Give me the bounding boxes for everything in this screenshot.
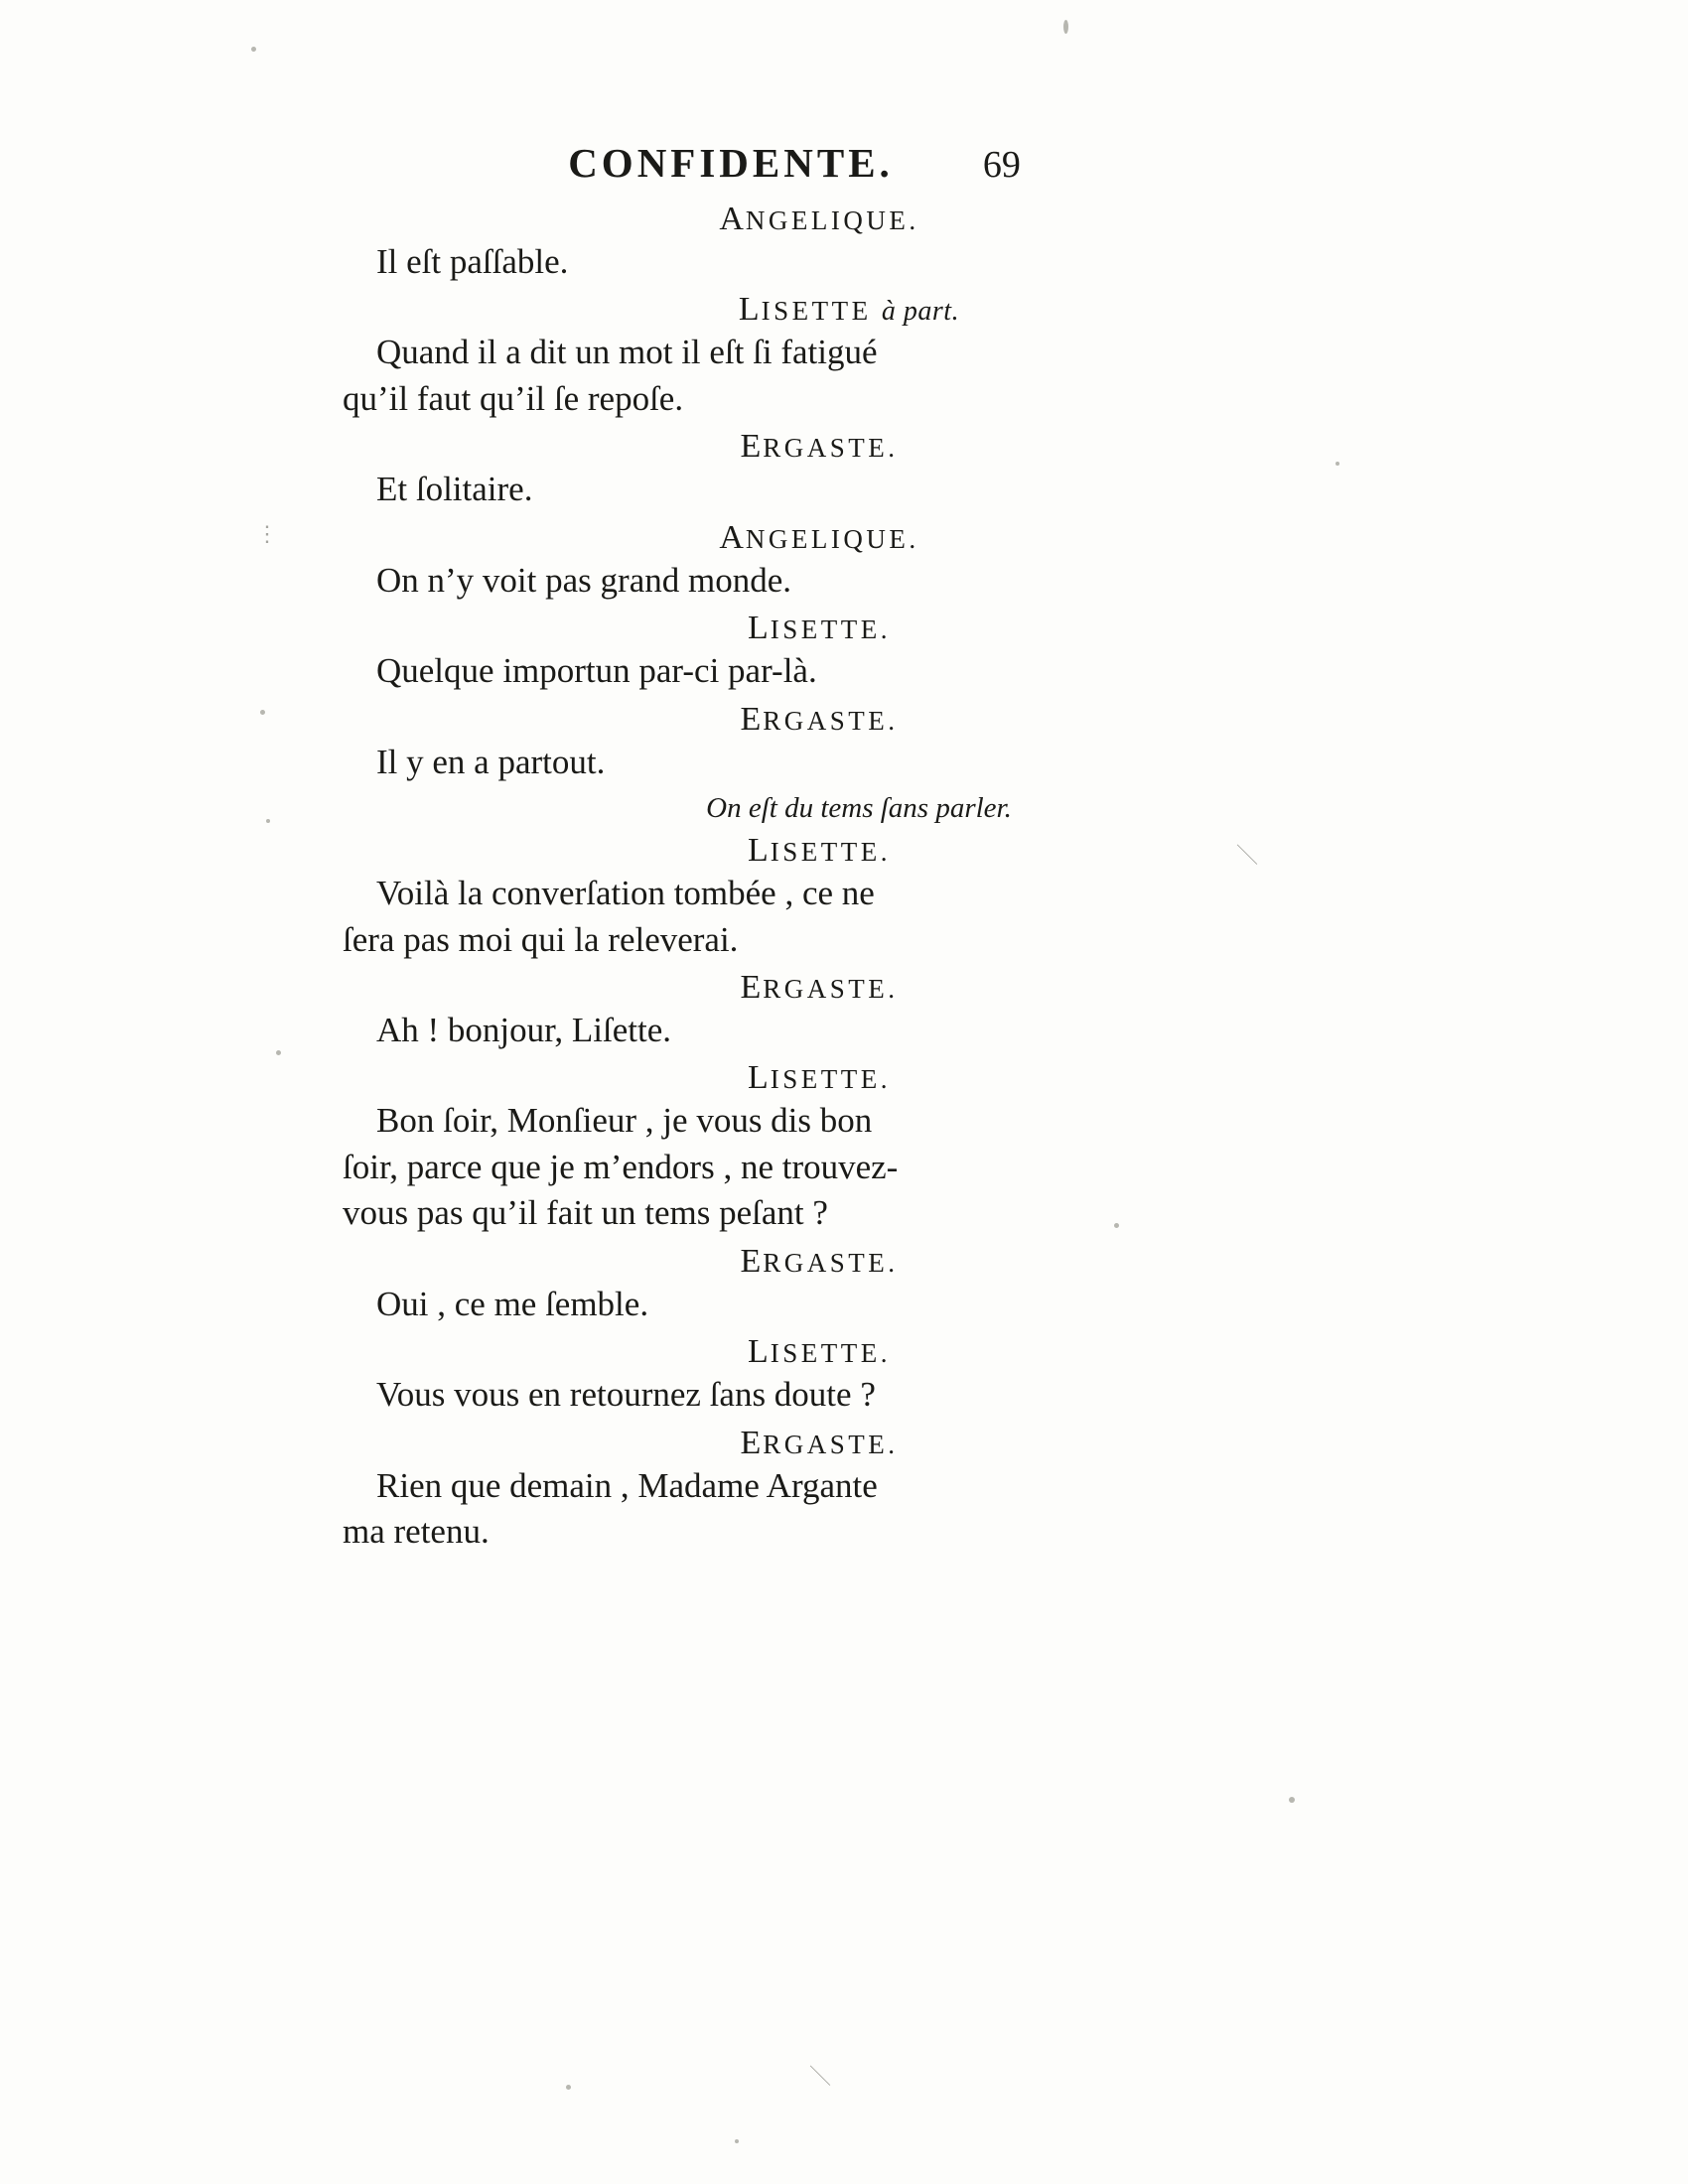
- dialogue-line: Il y en a partout.: [376, 742, 606, 781]
- speaker-name: RGASTE.: [763, 1247, 899, 1278]
- speaker-initial: L: [747, 1059, 771, 1097]
- scan-speck: [260, 710, 265, 715]
- dialogue-line: qu’il faut qu’il ſe repoſe.: [343, 378, 684, 418]
- dialogue-line: vous pas qu’il fait un tems peſant ?: [343, 1193, 828, 1233]
- dialogue-line: ma retenu.: [343, 1512, 490, 1551]
- speaker-heading: [343, 701, 1206, 739]
- dialogue-line: ſoir, parce que je m’endors , ne trouvez-: [343, 1147, 899, 1186]
- scan-speck: [1289, 1797, 1295, 1803]
- speaker-heading: [343, 291, 1206, 329]
- scan-speck: [276, 1050, 281, 1055]
- page-number: 69: [982, 144, 1021, 186]
- speaker-name: RGASTE.: [763, 433, 899, 464]
- speaker-initial: L: [747, 610, 771, 647]
- dialogue-line: Quelque importun par-ci par-là.: [376, 651, 817, 691]
- page-header: [343, 139, 1206, 187]
- speaker-name: RGASTE.: [763, 973, 899, 1004]
- speaker-initial: E: [740, 428, 764, 466]
- speaker-heading: [343, 832, 1206, 870]
- speaker-name: NGELIQUE.: [745, 523, 919, 554]
- dialogue-line: Et ſolitaire.: [376, 470, 533, 509]
- speaker-heading: [343, 610, 1206, 647]
- dialogue-line: Ah ! bonjour, Liſette.: [376, 1010, 672, 1049]
- speaker-heading: [343, 969, 1206, 1007]
- speaker-heading: [343, 1059, 1206, 1097]
- page-text-block: [343, 139, 1206, 1556]
- speaker-initial: L: [738, 291, 762, 329]
- speaker-initial: A: [719, 518, 746, 556]
- speaker-heading: [343, 428, 1206, 466]
- scan-speck: [735, 2139, 739, 2143]
- stage-direction-inline: à part.: [881, 296, 960, 328]
- dialogue-line: Voilà la converſation tombée , ce ne: [376, 874, 875, 913]
- stage-direction: On eſt du tems ſans parler.: [706, 792, 1012, 825]
- margin-tick: ＼: [809, 2064, 832, 2089]
- running-title: CONFIDENTE.: [568, 140, 894, 186]
- speaker-name: NGELIQUE.: [745, 205, 919, 235]
- speaker-initial: E: [740, 1424, 764, 1461]
- dialogue-line: Rien que demain , Madame Argante: [376, 1465, 878, 1505]
- scan-speck: [1063, 20, 1068, 34]
- speaker-name: RGASTE.: [763, 1429, 899, 1459]
- dialogue-line: Vous vous en retournez ſans doute ?: [376, 1375, 876, 1415]
- speaker-initial: L: [747, 832, 771, 870]
- speaker-name: ISETTE.: [770, 614, 891, 645]
- speaker-name: ISETTE.: [770, 1338, 891, 1369]
- dialogue-line: Il eſt paſſable.: [376, 242, 569, 281]
- speaker-initial: A: [719, 201, 746, 237]
- speaker-heading: [343, 1243, 1206, 1281]
- speaker-heading: [343, 1425, 1206, 1462]
- speaker-heading: [343, 519, 1206, 557]
- speaker-initial: L: [747, 1333, 771, 1371]
- dialogue-line: Bon ſoir, Monſieur , je vous dis bon: [376, 1101, 873, 1141]
- scan-speck: [251, 47, 256, 52]
- margin-tick: ＼: [1236, 843, 1259, 868]
- speaker-heading: [343, 1333, 1206, 1371]
- speaker-name: ISETTE: [761, 296, 872, 327]
- speaker-initial: E: [740, 968, 764, 1006]
- scan-speck: [1336, 462, 1339, 466]
- dialogue-line: Oui , ce me ſemble.: [376, 1284, 649, 1323]
- dialogue-line: On n’y voit pas grand monde.: [376, 560, 791, 600]
- dialogue-line: ſera pas moi qui la releverai.: [343, 919, 739, 959]
- speaker-initial: E: [740, 700, 764, 738]
- margin-tick: ⋮: [256, 521, 278, 546]
- speaker-name: ISETTE.: [770, 1064, 891, 1095]
- speaker-name: ISETTE.: [770, 837, 891, 868]
- speaker-name: RGASTE.: [763, 705, 899, 736]
- scan-speck: [566, 2085, 571, 2090]
- scan-speck: [266, 819, 270, 823]
- dialogue-line: Quand il a dit un mot il eſt ſi fatigué: [376, 333, 878, 372]
- speaker-initial: E: [740, 1242, 764, 1280]
- speaker-heading: [343, 201, 1206, 238]
